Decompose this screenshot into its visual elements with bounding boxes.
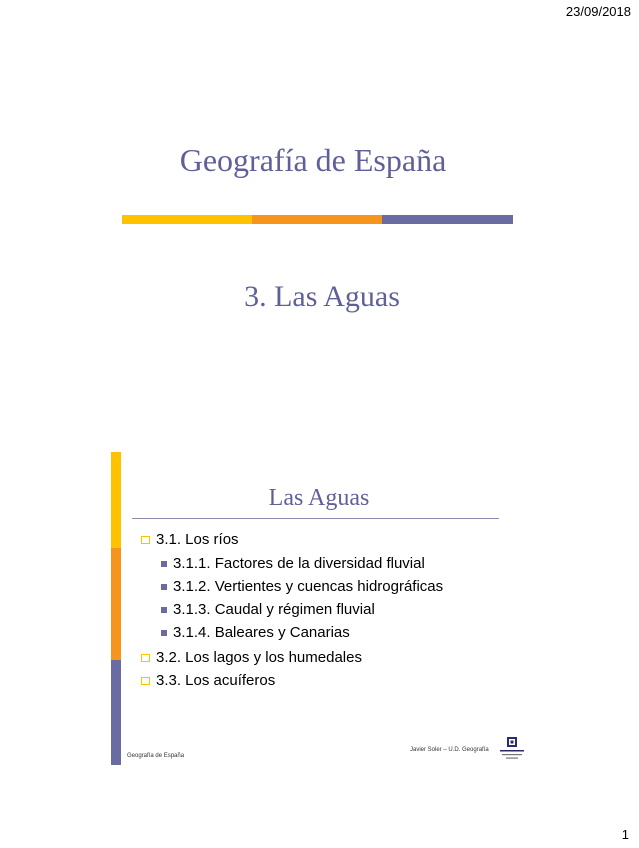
list-item-label: 3.1.4. Baleares y Canarias [173,624,350,641]
title-bar-yellow [122,215,252,224]
square-bullet-icon [161,584,167,590]
list-item-label: 3.1.1. Factores de la diversidad fluvial [173,555,425,572]
page-number: 1 [621,827,629,842]
square-bullet-icon [161,561,167,567]
title-bar-orange [252,215,382,224]
square-bullet-icon [161,607,167,613]
list-item-label: 3.1. Los ríos [156,531,239,548]
list-item [161,624,350,641]
list-item [161,601,375,618]
footer-right: Javier Soler – U.D. Geografía [410,747,489,753]
list-item-label: 3.1.2. Vertientes y cuencas hidrográficas [173,578,444,595]
list-item [161,555,425,572]
list-item-label: 3.3. Los acuíferos [156,672,276,689]
side-bar-yellow [111,452,121,548]
list-item [141,649,362,666]
footer-left: Geografía de España [127,753,185,759]
university-logo-icon [498,736,526,762]
box-bullet-icon [141,654,150,662]
box-bullet-icon [141,536,150,544]
list-item [141,672,275,689]
title-bar-purple [382,215,513,224]
slide-1-subtitle: 3. Las Aguas [244,280,400,313]
box-bullet-icon [141,677,150,685]
square-bullet-icon [161,630,167,636]
title-divider [132,518,499,519]
list-item [141,531,239,548]
list-item-label: 3.2. Los lagos y los humedales [156,649,362,666]
side-bar-purple [111,660,121,765]
list-item [161,578,443,595]
slide-2-title: Las Aguas [268,485,370,511]
side-bar-orange [111,548,121,660]
print-date: 23/09/2018 [565,4,631,19]
list-item-label: 3.1.3. Caudal y régimen fluvial [173,601,375,618]
slide-1-title: Geografía de España [179,142,447,178]
